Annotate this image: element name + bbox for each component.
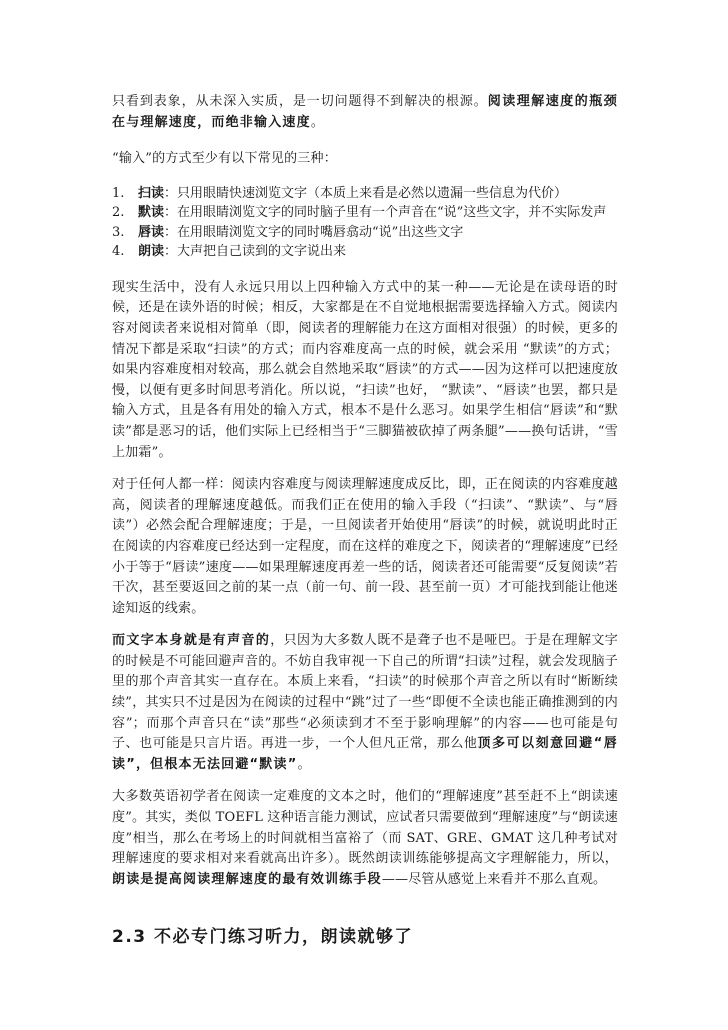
sound-conclusion: 顶多可以刻意回避“唇读”，但根本无法回避“默读”: [112, 736, 618, 772]
list-item: [112, 242, 618, 262]
list-text: ：只用眼睛快速浏览文字（本质上来看是必然以遗漏一些信息为代价）: [164, 185, 568, 201]
paragraph-intro: 只看到表象，从未深入实质，是一切问题得不到解决的根源。阅读理解速度的瓶颈在与理解速度，而绝非输入速度。: [112, 94, 618, 130]
intro-emphasis: 阅读理解速度的瓶颈在与理解速度，而绝非输入速度: [112, 94, 618, 130]
intro-text: 只看到表象，从未深入实质，是一切问题得不到解决的根源。: [112, 94, 488, 109]
list-term: 唇读: [138, 224, 165, 240]
list-term: 朗读: [138, 244, 165, 260]
list-text: ：大声把自己读到的文字说出来: [164, 244, 347, 260]
paragraph-difficulty: 对于任何人都一样：阅读内容难度与阅读理解速度成反比，即，正在阅读的内容难度越高，阅读者的理解速度越低。而我们正在使用的输入手段（“扫读”、“默读”、与“唇读”）必然会配合理解速度；于是，一旦阅读者开始使用“唇读”的时候，就说明此时正在阅读的内容难度已经达到一定程度，而在这样的难度之下，阅读者的“理解速度”已经小于等于“唇读”速度——如果理解速度再差一些的话，阅读者还可能需要“反复阅读”若干次，甚至要返回之前的某一点（前一句、前一段、甚至前一页）才可能找到能让他迷途知返的线索。: [112, 477, 618, 616]
list-term: 默读: [138, 205, 165, 221]
sound-emphasis: 而文字本身就是有声音的: [112, 633, 271, 649]
paragraph-sound: 而文字本身就是有声音的，只因为大多数人既不是聋子也不是哑巴。于是在理解文字的时候是不可能回避声音的。不妨自我审视一下自己的所谓“扫读”过程，就会发现脑子里的那个声音其实一直存在。本质上来看，“扫读”的时候那个声音之所以有时“断断续续”，其实只不过是因为在阅读的过程中“跳”过了一些“即便不全读也能正确推测到的内容”；而那个声音只在“读”那些“必须读到才不至于影响理解”的内容——也可能是句子、也可能是只言片语。再进一步，一个人但凡正常，那么他顶多可以刻意回避“唇读”，但根本无法回避“默读”。: [112, 633, 618, 772]
list-item: [112, 203, 618, 223]
list-text: ：在用眼睛浏览文字的同时脑子里有一个声音在“说”这些文字，并不实际发声: [164, 205, 607, 221]
paragraph-input-methods: “输入”的方式至少有以下常见的三种：: [112, 151, 337, 167]
list-number: 4.: [112, 244, 125, 260]
document-page: [112, 92, 618, 947]
paragraph-real-life: 现实生活中，没有人永远只用以上四种输入方式中的某一种——无论是在读母语的时候，还是在读外语的时候；相反，大家都是在不自觉地根据需要选择输入方式。阅读内容对阅读者来说相对简单（即，阅读者的理解能力在这方面相对很强）的时候，更多的情况下都是采取“扫读”的方式；而内容难度高一点的时候，就会采用 “默读”的方式；如果内容难度相对较高，那么就会自然地采取“唇读”的方式——因为这样可以把速度放慢，以便有更多时间思考消化。所以说，“扫读”也好， “默读”、“唇读”也罢，都只是输入方式，且是各有用处的输入方式，根本不是什么恶习。如果学生相信“唇读”和“默读”都是恶习的话，他们实际上已经相当于“三脚猫被砍掉了两条腿”——换句话讲，“雪上加霜”。: [112, 279, 618, 460]
sound-text: ，只因为大多数人既不是聋子也不是哑巴。于是在理解文字的时候是不可能回避声音的。不妨自我审视一下自己的所谓“扫读”过程，就会发现脑子里的那个声音其实一直存在。本质上来看，“扫读”的时候那个声音之所以有时“断断续续”，其实只不过是因为在阅读的过程中“跳”过了一些“即便不全读也能正确推测到的内容”；而那个声音只在“读”那些“必须读到才不至于影响理解”的内容——也可能是句子、也可能是只言片语。再进一步，一个人但凡正常，那么他: [112, 633, 618, 752]
section-heading: 2.3 不必专门练习听力，朗读就够了: [112, 927, 414, 948]
list-number: 3.: [112, 224, 125, 240]
list-number: 1.: [112, 185, 125, 201]
list-item: [112, 223, 618, 243]
beginners-text: 大多数英语初学者在阅读一定难度的文本之时，他们的“理解速度”甚至赶不上“朗读速度”。其实，类似 TOEFL 这种语言能力测试，应试者只需要做到“理解速度”与“朗读速度”相当，那么在考场上的时间就相当富裕了（而 SAT、GRE、GMAT 这几种考试对理解速度的要求相对来看就高出许多）。既然朗读训练能够提高文字理解能力，所以，: [112, 789, 618, 867]
beginners-emphasis: 朗读是提高阅读理解速度的最有效训练手段: [112, 871, 382, 887]
list-number: 2.: [112, 205, 125, 221]
list-term: 扫读: [138, 185, 165, 201]
paragraph-beginners: 大多数英语初学者在阅读一定难度的文本之时，他们的“理解速度”甚至赶不上“朗读速度”。其实，类似 TOEFL 这种语言能力测试，应试者只需要做到“理解速度”与“朗读速度”相当，那么在考场上的时间就相当富裕了（而 SAT、GRE、GMAT 这几种考试对理解速度的要求相对来看就高出许多）。既然朗读训练能够提高文字理解能力，所以，朗读是提高阅读理解速度的最有效训练手段——尽管从感觉上来看并不那么直观。: [112, 789, 618, 887]
list-item: [112, 184, 618, 204]
list-text: ：在用眼睛浏览文字的同时嘴唇翕动“说”出这些文字: [164, 224, 464, 240]
input-methods-list: [112, 184, 618, 262]
